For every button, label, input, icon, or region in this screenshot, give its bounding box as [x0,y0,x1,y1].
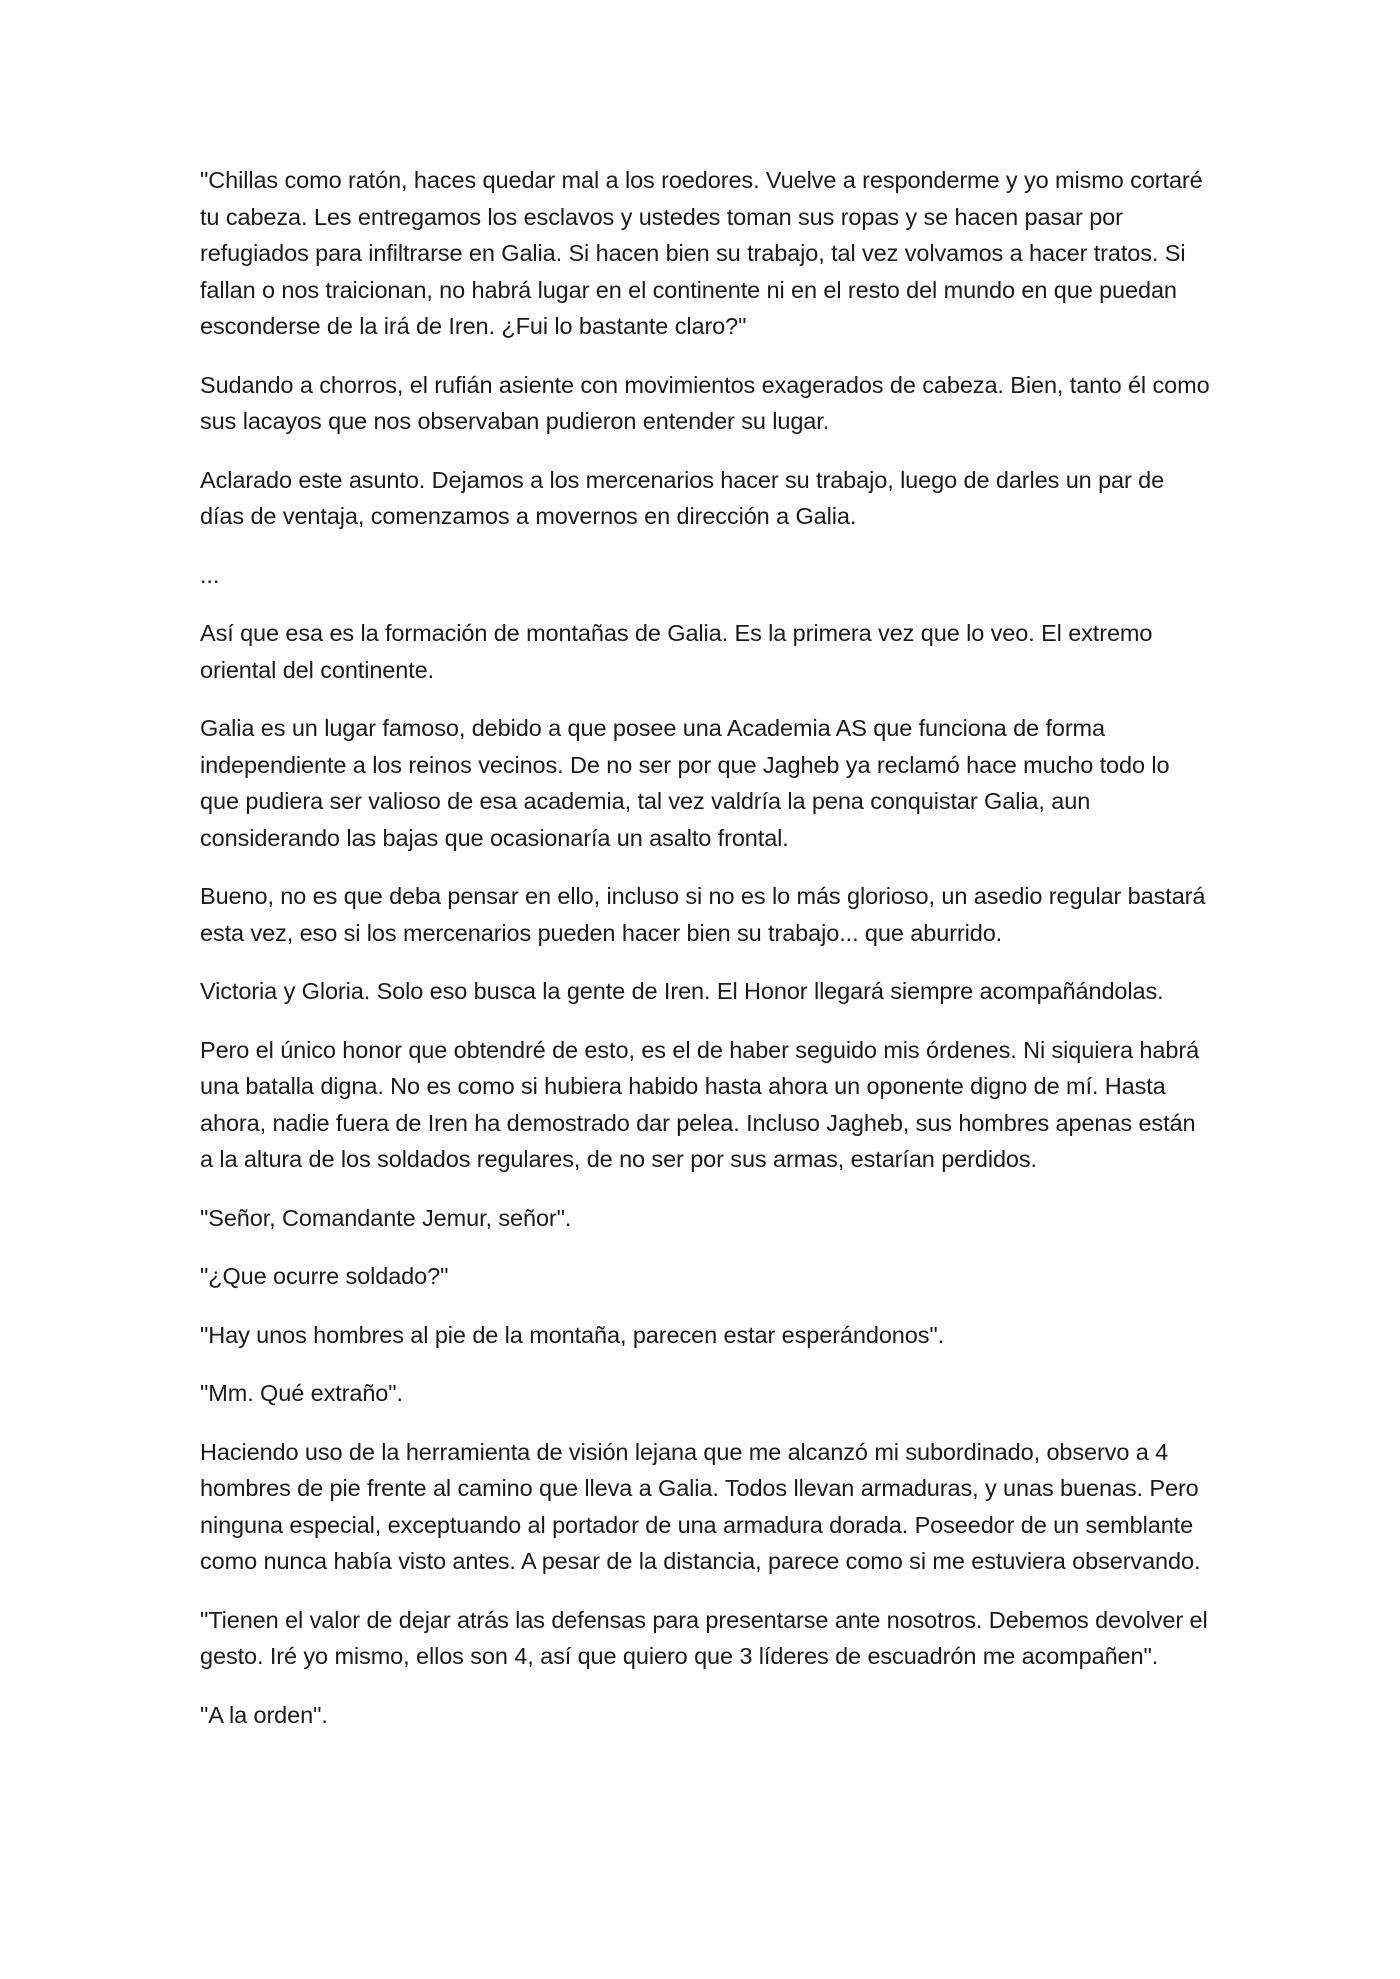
paragraph: Así que esa es la formación de montañas de Galia. Es la primera vez que lo veo. El extremo oriental del continente. [200,620,1153,683]
paragraph: Victoria y Gloria. Solo eso busca la gente de Iren. El Honor llegará siempre acompañándolas. [200,978,1164,1004]
document-body [200,162,1210,1755]
paragraph: Bueno, no es que deba pensar en ello, incluso si no es lo más glorioso, un asedio regular bastará esta vez, eso si los mercenarios pueden hacer bien su trabajo... que aburrido. [200,883,1206,946]
paragraph: Haciendo uso de la herramienta de visión lejana que me alcanzó mi subordinado, observo a 4 hombres de pie frente al camino que lleva a Galia. Todos llevan armaduras, y unas buenas. Pero ninguna especial, exceptuando al portador de una armadura dorada. Poseedor de un semblante como nunca había visto antes. A pesar de la distancia, parece como si me estuviera observando. [200,1438,1201,1574]
dialogue-line: "Tienen el valor de dejar atrás las defensas para presentarse ante nosotros. Debemos devolver el gesto. Iré yo mismo, ellos son 4, así que quiero que 3 líderes de escuadrón me acompañen". [200,1606,1208,1669]
dialogue-line: "¿Que ocurre soldado?" [200,1263,449,1289]
paragraph: Sudando a chorros, el rufián asiente con movimientos exagerados de cabeza. Bien, tanto él como sus lacayos que nos observaban pudieron entender su lugar. [200,371,1210,434]
dialogue-line: "Señor, Comandante Jemur, señor". [200,1204,572,1231]
paragraph: Aclarado este asunto. Dejamos a los mercenarios hacer su trabajo, luego de darles un par de días de ventaja, comenzamos a movernos en dirección a Galia. [200,466,1165,529]
scene-break: ... [200,561,220,588]
dialogue-line: "Hay unos hombres al pie de la montaña, parecen estar esperándonos". [200,1321,945,1348]
dialogue-line: "Mm. Qué extraño". [200,1380,403,1406]
paragraph: "Chillas como ratón, haces quedar mal a los roedores. Vuelve a responderme y yo mismo cortaré tu cabeza. Les entregamos los esclavos y ustedes toman sus ropas y se hacen pasar por refugiados para infiltrarse en Galia. Si hacen bien su trabajo, tal vez volvamos a hacer tratos. Si fallan o nos traicionan, no habrá lugar en el continente ni en el resto del mundo en que puedan esconderse de la irá de Iren. ¿Fui lo bastante claro?" [200,167,1203,339]
dialogue-line: "A la orden". [200,1701,328,1728]
paragraph: Galia es un lugar famoso, debido a que posee una Academia AS que funciona de forma independiente a los reinos vecinos. De no ser por que Jagheb ya reclamó hace mucho todo lo que pudiera ser valioso de esa academia, tal vez valdría la pena conquistar Galia, aun considerando las bajas que ocasionaría un asalto frontal. [200,715,1170,851]
paragraph: Pero el único honor que obtendré de esto, es el de haber seguido mis órdenes. Ni siquiera habrá una batalla digna. No es como si hubiera habido hasta ahora un oponente digno de mí. Hasta ahora, nadie fuera de Iren ha demostrado dar pelea. Incluso Jagheb, sus hombres apenas están a la altura de los soldados regulares, de no ser por sus armas, estarían perdidos. [200,1036,1200,1172]
